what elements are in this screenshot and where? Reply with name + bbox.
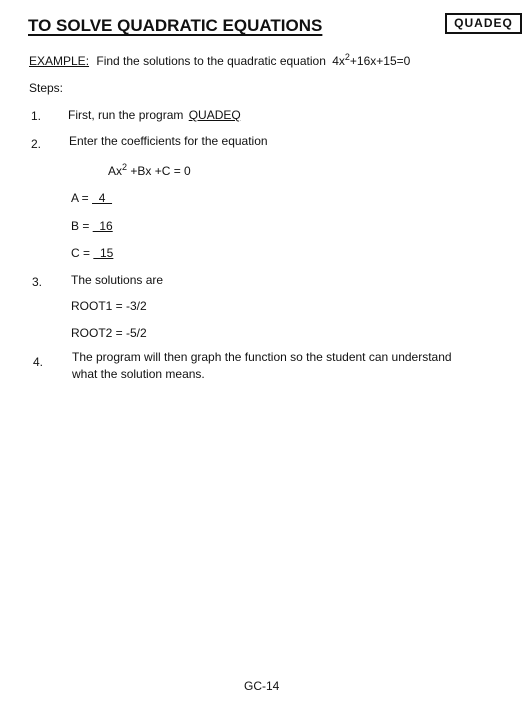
steps-label: Steps: <box>29 81 64 95</box>
general-form-equation: $Ax^2 +Bx +C = 0$ <box>108 162 191 178</box>
coefficient-a-value: 4 <box>92 191 113 205</box>
coefficient-a-label: A = <box>71 191 93 205</box>
step-4-line-1: The program will then graph the function so the student can understand <box>72 350 452 364</box>
step-1-program-name: QUADEQ <box>188 108 241 122</box>
step-2-number: 2. <box>31 137 42 151</box>
step-3-number: 3. <box>32 275 43 289</box>
coefficient-a <box>71 191 112 205</box>
page-title: TO SOLVE QUADRATIC EQUATIONS <box>28 16 323 35</box>
coefficient-c <box>71 246 113 260</box>
coefficient-c-label: C = <box>71 246 94 260</box>
step-4-number: 4. <box>33 355 44 369</box>
coefficient-b <box>71 219 113 233</box>
coefficient-c-value: 15 <box>93 246 114 260</box>
step-1-instruction: First, run the program <box>68 108 184 122</box>
root1: ROOT1 = -3/2 <box>71 299 147 313</box>
root2: ROOT2 = -5/2 <box>71 326 147 340</box>
step-1-text <box>68 108 241 122</box>
step-3-text: The solutions are <box>71 273 164 287</box>
example-line <box>29 52 410 68</box>
coefficient-b-value: 16 <box>92 219 113 233</box>
coefficient-b-label: B = <box>71 219 93 233</box>
example-text: Find the solutions to the quadratic equation <box>96 54 326 68</box>
step-1-number: 1. <box>31 109 42 123</box>
step-4-line-2: what the solution means. <box>72 367 205 381</box>
page-number: GC-14 <box>244 679 280 693</box>
example-label: EXAMPLE: <box>29 54 90 68</box>
program-badge: QUADEQ <box>445 13 522 34</box>
example-equation: $4x^2+16x+15=0$ <box>332 52 411 68</box>
step-2-text: Enter the coefficients for the equation <box>69 134 268 148</box>
